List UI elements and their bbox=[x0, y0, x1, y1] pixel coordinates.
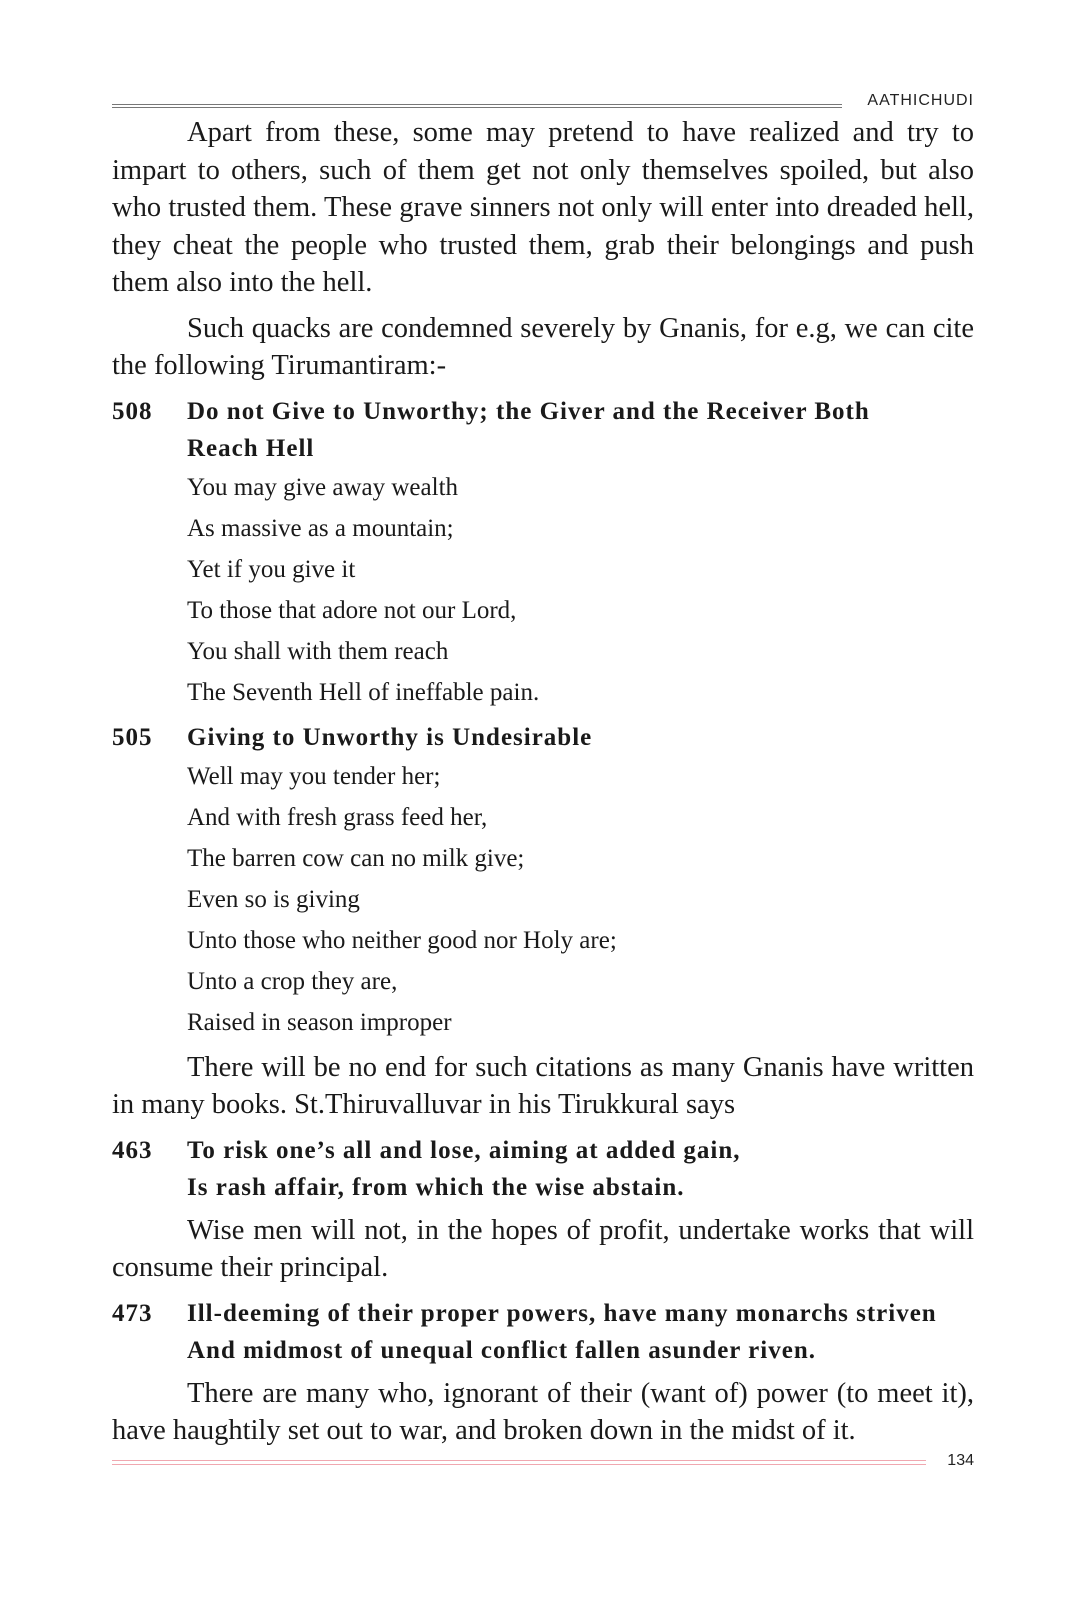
verse-505 bbox=[112, 719, 974, 1043]
verse-title-line: To risk one’s all and lose, aiming at added gain, bbox=[187, 1136, 741, 1164]
verse-number: 463 bbox=[112, 1136, 153, 1164]
verse-line: As massive as a mountain; bbox=[187, 514, 454, 542]
header-title: AATHICHUDI bbox=[867, 92, 974, 109]
verse-line: And with fresh grass feed her, bbox=[187, 803, 488, 831]
paragraph-2: Such quacks are condemned severely by Gnanis, for e.g, we can cite the following Tirumantiram:- bbox=[112, 312, 974, 381]
verse-line: The barren cow can no milk give; bbox=[187, 844, 525, 872]
header-rule bbox=[112, 104, 842, 108]
running-header bbox=[112, 92, 974, 116]
verse-line: Raised in season improper bbox=[187, 1008, 452, 1036]
paragraph-3: There will be no end for such citations as many Gnanis have written in many books. St.Thiruvalluvar in his Tirukkural says bbox=[112, 1051, 974, 1120]
paragraph-5: There are many who, ignorant of their (want of) power (to meet it), have haughtily set out to war, and broken down in the midst of it. bbox=[112, 1377, 974, 1446]
footer-rule bbox=[112, 1460, 926, 1465]
verse-508 bbox=[112, 393, 974, 713]
verse-title-line: Do not Give to Unworthy; the Giver and the Receiver Both bbox=[187, 397, 870, 425]
verse-title-line: And midmost of unequal conflict fallen asunder riven. bbox=[187, 1336, 816, 1364]
verse-line: Unto those who neither good nor Holy are; bbox=[187, 926, 617, 954]
verse-line: Unto a crop they are, bbox=[187, 967, 398, 995]
verse-line: The Seventh Hell of ineffable pain. bbox=[187, 678, 540, 706]
page-footer bbox=[112, 1452, 974, 1476]
verse-number: 473 bbox=[112, 1299, 153, 1327]
verse-title-line: Ill-deeming of their proper powers, have many monarchs striven bbox=[187, 1299, 937, 1327]
verse-line: You may give away wealth bbox=[187, 473, 459, 501]
verse-number: 508 bbox=[112, 397, 153, 425]
verse-title-line: Reach Hell bbox=[187, 434, 315, 462]
verse-line: Yet if you give it bbox=[187, 555, 356, 583]
verse-line: Well may you tender her; bbox=[187, 762, 441, 790]
page-number: 134 bbox=[947, 1452, 974, 1469]
verse-463 bbox=[112, 1132, 974, 1206]
verse-473 bbox=[112, 1295, 974, 1369]
paragraph-1: Apart from these, some may pretend to have realized and try to impart to others, such of them get not only themselves spoiled, but also who trusted them. These grave sinners not only will enter into dreaded hell, they cheat the people who trusted them, grab their belongings and push them also into the hell. bbox=[112, 117, 974, 298]
verse-line: You shall with them reach bbox=[187, 637, 449, 665]
verse-title-line: Giving to Unworthy is Undesirable bbox=[187, 723, 593, 751]
verse-number: 505 bbox=[112, 723, 153, 751]
verse-title-line: Is rash affair, from which the wise abstain. bbox=[187, 1173, 685, 1201]
verse-line: To those that adore not our Lord, bbox=[187, 596, 517, 624]
paragraph-4: Wise men will not, in the hopes of profit, undertake works that will consume their principal. bbox=[112, 1214, 974, 1283]
page-content bbox=[112, 114, 974, 1458]
verse-line: Even so is giving bbox=[187, 885, 360, 913]
